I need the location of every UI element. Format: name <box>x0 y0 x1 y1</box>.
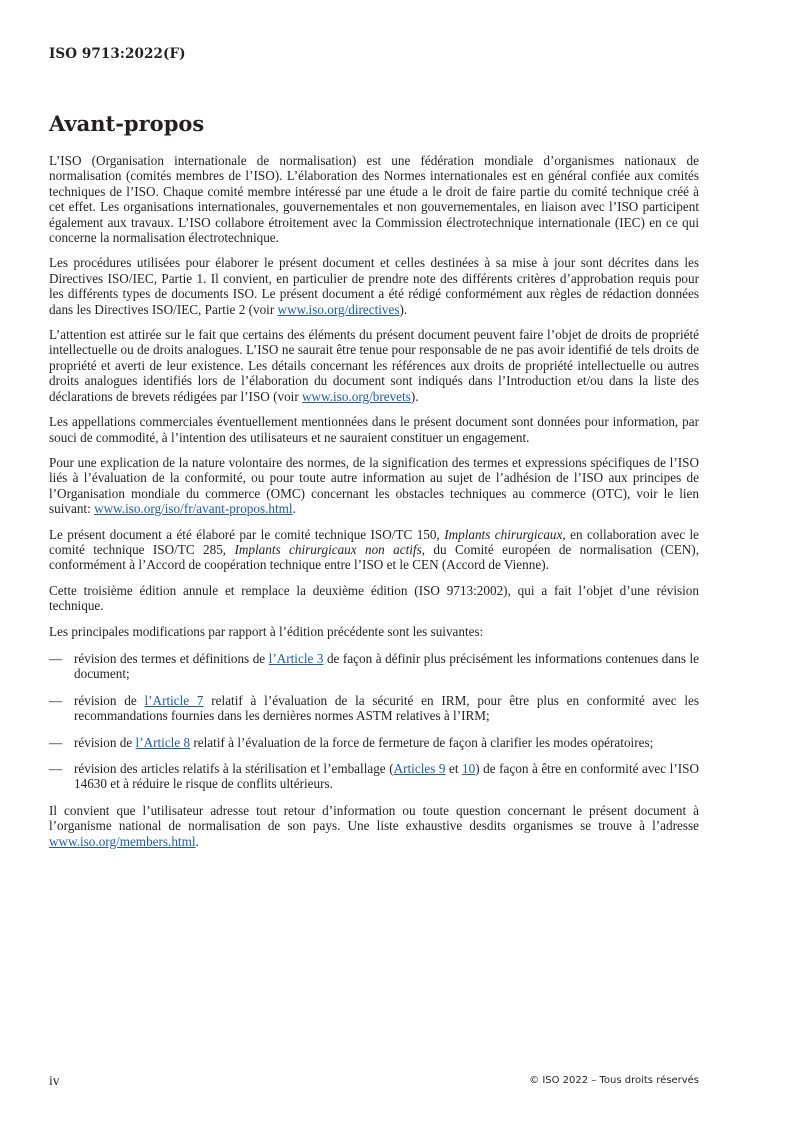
paragraph-text: . <box>195 833 199 849</box>
page-title: Avant-propos <box>49 111 205 136</box>
list-item-text: ) de façon à être en conformité avec l’ISO 14630 et à réduire le risque de conflits ultérieurs. <box>74 761 699 792</box>
committee-title-italic: Implants chirurgicaux <box>444 526 563 542</box>
paragraph-text: , du Comité européen de normalisation (CEN), conformément à l’Accord de coopération technique entre l’ISO et le CEN (Accord de Vienne). <box>49 541 699 573</box>
article-9-link[interactable]: Articles 9 <box>393 761 446 776</box>
list-item-text: relatif à l’évaluation de la sécurité en IRM, pour être plus en conformité avec les recommandations fournies dans les dernières normes ASTM relatives à l’IRM; <box>74 692 700 724</box>
copyright-notice: © ISO 2022 – Tous droits réservés <box>529 1075 699 1086</box>
article-3-link[interactable]: l’Article 3 <box>268 650 324 666</box>
dash-bullet: — <box>49 650 63 666</box>
foreword-body <box>49 153 699 859</box>
committee-title-italic: Implants chirurgicaux non actifs <box>234 541 422 557</box>
paragraph-trade-names: Les appellations commerciales éventuellement mentionnées dans le présent document sont données pour information, par souci de commodité, à l’intention des utilisateurs et ne sauraient constituer un engagement. <box>49 414 699 445</box>
paragraph-text: Pour une explication de la nature volontaire des normes, de la signification des termes et expressions spécifiques de l’ISO liés à l’évaluation de la conformité, ou pour toute autre information au sujet de l’adhésion de l’ISO aux principes de l’Organisation mondiale du commerce (OMC) concernant les obstacles techniques au commerce (OTC), voir le lien suivant: <box>49 454 699 517</box>
list-item <box>49 761 699 792</box>
list-item-text: et <box>445 761 463 776</box>
paragraph-committee <box>49 527 699 573</box>
paragraph-text: , en collaboration avec le comité technique ISO/TC 285, <box>49 526 699 557</box>
directives-link[interactable]: www.iso.org/directives <box>277 301 400 317</box>
paragraph-text: . <box>292 501 296 517</box>
page-number: iv <box>49 1073 60 1088</box>
list-item <box>49 693 699 724</box>
members-link[interactable]: www.iso.org/members.html <box>49 833 196 849</box>
foreword-link[interactable]: www.iso.org/iso/fr/avant-propos.html <box>94 501 293 517</box>
paragraph-text: L’attention est attirée sur le fait que certains des éléments du présent document peuvent faire l’objet de droits de propriété intellectuelle ou de droits analogues. L’ISO ne saurait être tenue pour responsable de ne pas avoir identifié de tels droits de propriété et averti de leur existence. Les détails concernant les références aux droits de propriété intellectuelle ou autres droits analogues identifiés lors de l’élaboration du document sont indiqués dans l’Introduction et/ou dans la liste des déclarations de brevets rédigées par l’ISO (voir <box>49 327 699 404</box>
dash-bullet: — <box>49 734 63 750</box>
paragraph-text: ). <box>410 388 419 404</box>
list-item-text: relatif à l’évaluation de la force de fermeture de façon à clarifier les modes opératoires; <box>190 734 654 750</box>
paragraph-text: Les procédures utilisées pour élaborer le présent document et celles destinées à sa mise à jour sont décrites dans les Directives ISO/IEC, Partie 1. Il convient, en particulier de prendre note des différents critères d’approbation requis pour les différents types de documents ISO. Le présent document a été rédigé conformément aux règles de rédaction données dans les Directives ISO/IEC, Partie 2 (voir <box>49 255 699 317</box>
paragraph-text: Le présent document a été élaboré par le comité technique ISO/TC 150, <box>49 526 445 542</box>
changes-list <box>49 651 699 792</box>
paragraph-feedback <box>49 803 699 849</box>
article-8-link[interactable]: l’Article 8 <box>135 734 191 750</box>
article-10-link[interactable]: 10 <box>462 761 476 776</box>
paragraph-iso-intro: L’ISO (Organisation internationale de normalisation) est une fédération mondiale d’organismes nationaux de normalisation (comités membres de l’ISO). L’élaboration des Normes internationales est en général confiée aux comités techniques de l’ISO. Chaque comité membre intéressé par une étude a le droit de faire partie du comité technique créé à cet effet. Les organisations internationales, gouvernementales et non gouvernementales, en liaison avec l’ISO participent également aux travaux. L’ISO collabore étroitement avec la Commission électrotechnique internationale (IEC) en ce qui concerne la normalisation électrotechnique. <box>49 153 699 246</box>
paragraph-voluntary-nature <box>49 455 699 517</box>
list-item <box>49 651 699 682</box>
paragraph-changes-intro: Les principales modifications par rapport à l’édition précédente sont les suivantes: <box>49 623 484 639</box>
article-7-link[interactable]: l’Article 7 <box>144 692 204 708</box>
list-item-text: de façon à définir plus précisément les informations contenues dans le document; <box>74 650 699 682</box>
list-item-text: révision des articles relatifs à la stérilisation et l’emballage ( <box>74 761 394 776</box>
list-item <box>49 735 699 750</box>
paragraph-text: Il convient que l’utilisateur adresse tout retour d’information ou toute question concernant le présent document à l’organisme national de normalisation de son pays. Une liste exhaustive desdits organismes se trouve à l’adresse <box>49 802 699 834</box>
list-item-text: révision de <box>74 734 136 750</box>
paragraph-patents <box>49 327 699 404</box>
document-id-header: ISO 9713:2022(F) <box>49 46 186 62</box>
list-item-text: révision de <box>74 692 145 708</box>
patents-link[interactable]: www.iso.org/brevets <box>302 388 411 404</box>
paragraph-edition: Cette troisième édition annule et remplace la deuxième édition (ISO 9713:2002), qui a fait l’objet d’une révision technique. <box>49 582 699 614</box>
dash-bullet: — <box>49 761 63 776</box>
paragraph-procedures <box>49 255 699 317</box>
paragraph-text: ). <box>399 301 408 317</box>
list-item-text: révision des termes et définitions de <box>74 650 269 666</box>
dash-bullet: — <box>49 692 63 708</box>
